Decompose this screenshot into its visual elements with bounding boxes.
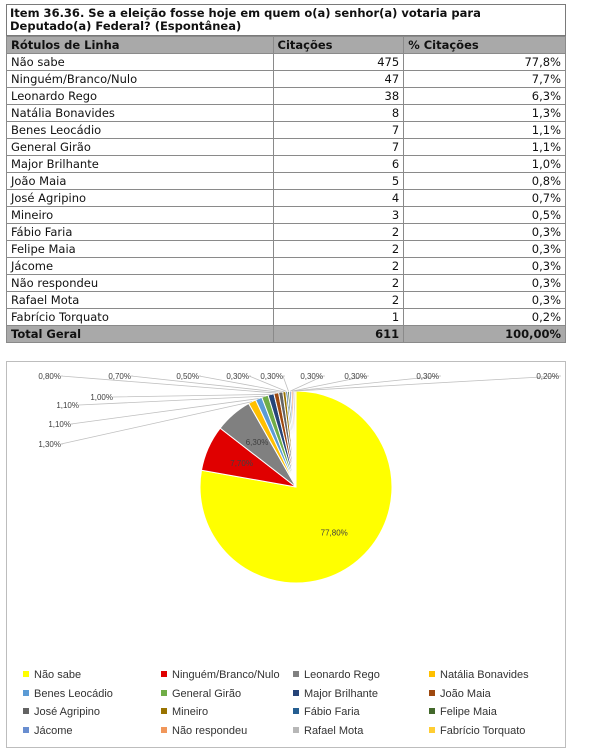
row-pct: 6,3% [404,88,566,105]
legend-item [429,704,497,720]
table-row [7,54,566,71]
row-count: 5 [273,173,404,190]
row-pct: 0,3% [404,292,566,309]
total-row [7,326,566,343]
legend-swatch [161,690,167,696]
results-table [6,36,566,343]
row-pct: 0,5% [404,207,566,224]
legend-swatch [161,671,167,677]
row-pct: 0,3% [404,275,566,292]
data-label: 77,80% [320,528,348,538]
table-row [7,71,566,88]
legend-label: Fabrício Torquato [440,724,526,737]
row-count: 6 [273,156,404,173]
row-label: Felipe Maia [7,241,274,258]
row-label: General Girão [7,139,274,156]
row-label: Mineiro [7,207,274,224]
report-page [6,4,566,748]
row-count: 2 [273,241,404,258]
data-label: 1,10% [48,420,71,429]
legend-label: Não sabe [34,669,82,681]
legend-label: Major Brilhante [304,687,378,700]
row-label: Jácome [7,258,274,275]
row-pct: 1,1% [404,122,566,139]
data-label: 0,70% [108,372,131,381]
legend-item [23,723,73,739]
pie-chart-panel [6,361,566,748]
row-count: 7 [273,122,404,139]
row-label: Fabrício Torquato [7,309,274,326]
row-count: 2 [273,258,404,275]
legend-swatch [429,727,435,733]
data-label: 0,30% [260,372,283,381]
legend-item [429,686,491,702]
legend-swatch [23,671,29,677]
row-count: 8 [273,105,404,122]
row-count: 38 [273,88,404,105]
row-count: 475 [273,54,404,71]
leader-line [113,394,271,397]
row-count: 2 [273,292,404,309]
table-row [7,275,566,292]
legend-item [293,686,378,702]
row-label: José Agripino [7,190,274,207]
data-label: 0,30% [416,372,439,381]
row-pct: 1,3% [404,105,566,122]
legend-swatch [161,727,167,733]
legend-label: Felipe Maia [440,706,497,718]
data-label: 0,30% [344,372,367,381]
row-pct: 0,3% [404,224,566,241]
legend-swatch [293,690,299,696]
total-count: 611 [273,326,404,343]
total-pct: 100,00% [404,326,566,343]
legend-item [293,723,363,739]
legend-label: Jácome [34,724,73,737]
row-pct: 1,0% [404,156,566,173]
table-row [7,156,566,173]
legend-item [23,704,100,720]
legend-label: Natália Bonavides [440,669,529,681]
row-label: Fábio Faria [7,224,274,241]
row-label: Benes Leocádio [7,122,274,139]
legend-item [23,686,113,702]
legend-item [293,667,380,683]
legend-label: José Agripino [34,706,101,718]
table-row [7,88,566,105]
row-count: 4 [273,190,404,207]
row-count: 1 [273,309,404,326]
data-label: 0,80% [38,372,61,381]
legend-swatch [23,708,29,714]
row-pct: 0,8% [404,173,566,190]
row-label: João Maia [7,173,274,190]
legend-swatch [293,671,299,677]
leader-line [131,376,281,392]
table-row [7,190,566,207]
legend-label: Ninguém/Branco/Nulo [172,669,280,681]
data-label: 7,70% [230,458,253,468]
row-label: Leonardo Rego [7,88,274,105]
table-row [7,309,566,326]
legend-item [161,686,241,702]
legend-swatch [429,708,435,714]
data-label: 0,20% [536,372,559,381]
row-label: Ninguém/Branco/Nulo [7,71,274,88]
row-pct: 0,3% [404,241,566,258]
legend-swatch [23,727,29,733]
table-row [7,139,566,156]
legend-item [161,723,247,739]
data-label: 1,10% [56,401,79,410]
row-pct: 77,8% [404,54,566,71]
legend-label: Leonardo Rego [304,669,380,681]
row-count: 47 [273,71,404,88]
legend-item [293,704,360,720]
header-label: Rótulos de Linha [7,37,274,54]
data-label: 0,30% [300,372,323,381]
row-label: Não sabe [7,54,274,71]
row-pct: 1,1% [404,139,566,156]
table-title: Item 36.36. Se a eleição fosse hoje em quem o(a) senhor(a) votaria para Deputado(a) Federal? (Espontânea) [6,4,566,36]
legend-swatch [293,727,299,733]
legend-label: Fábio Faria [304,706,360,718]
row-count: 2 [273,224,404,241]
data-label: 1,30% [38,440,61,449]
table-row [7,224,566,241]
table-row [7,105,566,122]
data-label: 0,30% [226,372,249,381]
legend-label: Rafael Mota [304,724,364,737]
row-pct: 0,3% [404,258,566,275]
legend-swatch [23,690,29,696]
row-label: Não respondeu [7,275,274,292]
legend-label: Mineiro [172,706,209,718]
row-pct: 0,7% [404,190,566,207]
table-row [7,292,566,309]
table-row [7,258,566,275]
legend-swatch [429,690,435,696]
table-row [7,173,566,190]
legend-swatch [429,671,435,677]
data-label: 0,50% [176,372,199,381]
table-body [7,54,566,326]
table-row [7,122,566,139]
data-label: 6,30% [245,437,269,447]
row-label: Rafael Mota [7,292,274,309]
row-pct: 0,2% [404,309,566,326]
legend-item [429,723,525,739]
row-count: 2 [273,275,404,292]
header-count: Citações [273,37,404,54]
legend-item [161,704,208,720]
data-label: 1,00% [90,393,113,402]
total-label: Total Geral [7,326,274,343]
legend-label: General Girão [172,687,242,700]
legend-label: João Maia [440,687,491,700]
header-pct: % Citações [404,37,566,54]
header-row [7,37,566,54]
legend-item [23,667,81,683]
row-label: Major Brilhante [7,156,274,173]
row-count: 7 [273,139,404,156]
row-pct: 7,7% [404,71,566,88]
row-count: 3 [273,207,404,224]
legend-swatch [161,708,167,714]
legend-item [161,667,280,683]
table-row [7,207,566,224]
row-label: Natália Bonavides [7,105,274,122]
legend-label: Benes Leocádio [34,687,113,700]
legend-swatch [293,708,299,714]
table-row [7,241,566,258]
pie-chart [7,362,565,662]
legend-label: Não respondeu [172,724,248,737]
legend-item [429,667,529,683]
leader-line [283,376,288,391]
